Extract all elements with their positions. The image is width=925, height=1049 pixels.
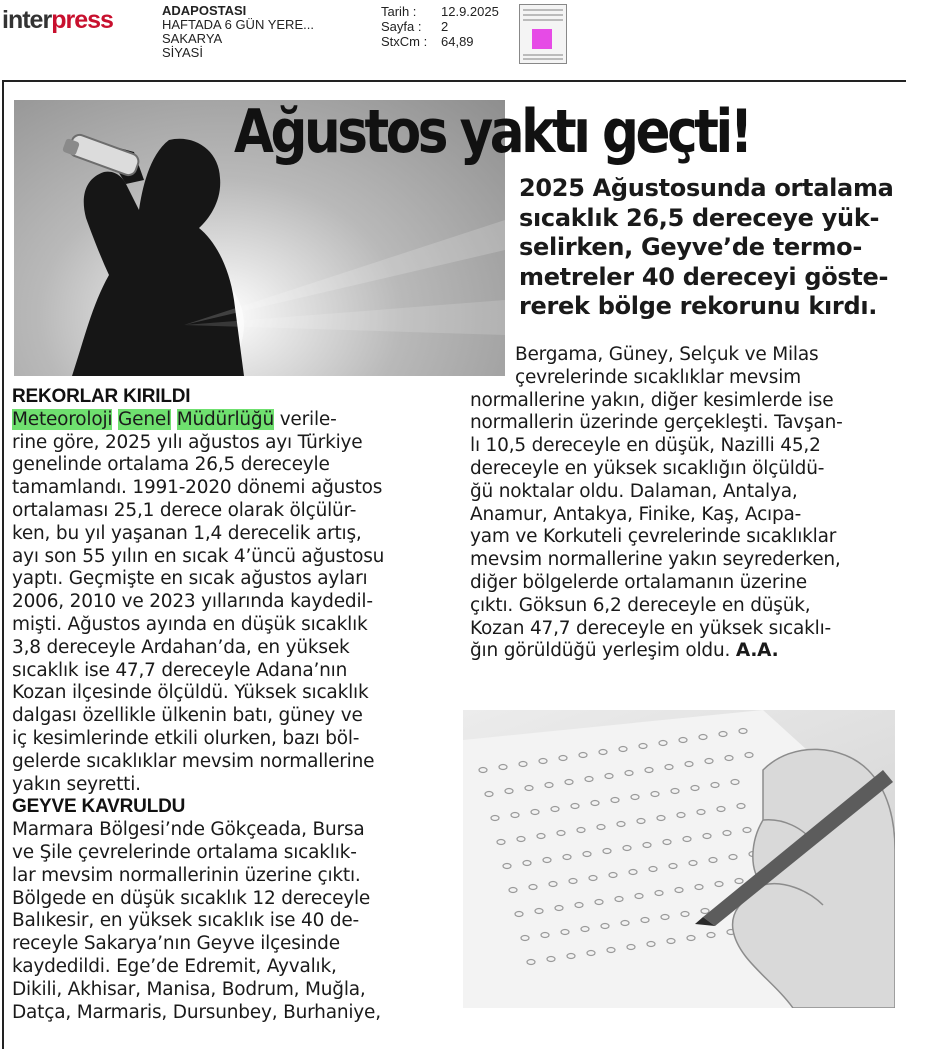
page-label: Sayfa : (381, 19, 422, 34)
body-line: diğer bölgelerde ortalamanın üzerine (470, 571, 807, 593)
body-line (470, 640, 843, 663)
body-line: ortalaması 25,1 derece olarak ölçülür- (12, 499, 357, 521)
body-line: lı 10,5 dereceyle en düşük, Nazilli 45,2 (470, 435, 821, 457)
body-line-rest: verile- (279, 408, 337, 430)
publication-category: SİYASİ (162, 45, 203, 60)
body-line-last: ğın görüldüğü yerleşim oldu. (470, 640, 731, 662)
body-line: ken, bu yıl yaşanan 1,4 derecelik artış, (12, 522, 362, 544)
publication-region: SAKARYA (162, 31, 223, 46)
body-line: çevrelerinde sıcaklıklar mevsim (515, 366, 801, 388)
body-line: rine göre, 2025 yılı ağustos ayı Türkiye (12, 431, 363, 453)
highlighted-keyword: Meteoroloji (12, 408, 113, 430)
body-line: 3,8 dereceyle Ardahan’da, en yüksek (12, 636, 350, 658)
body-line: gelerde sıcaklıklar mevsim normallerine (12, 750, 375, 772)
body-line: çıktı. Göksun 6,2 dereceyle en düşük, (470, 594, 811, 616)
body-line: Kozan ilçesinde ölçüldü. Yüksek sıcaklık (12, 682, 369, 704)
body-line: yaptı. Geçmişte en sıcak ağustos ayları (12, 568, 368, 590)
article-headline: Ağustos yaktı geçti! (234, 97, 750, 167)
left-border (2, 80, 4, 1049)
body-line: dalgası özellikle ülkenin batı, güney ve (12, 705, 363, 727)
body-line: Anamur, Antakya, Finike, Kaş, Acıpa- (470, 503, 802, 525)
body-line: Bergama, Güney, Selçuk ve Milas (515, 344, 819, 365)
section-subhead-geyve: GEYVE KAVRULDU (12, 796, 186, 818)
section-subhead-records: REKORLAR KIRILDI (12, 386, 191, 407)
news-source: A.A. (735, 640, 779, 662)
highlighted-keyword: Müdürlüğü (176, 408, 274, 430)
article-column-right (470, 344, 843, 663)
interpress-logo (2, 6, 113, 35)
body-line (12, 409, 384, 432)
body-line: 2006, 2010 ve 2023 yıllarında kaydedil- (12, 591, 373, 613)
date-label: Tarih : (381, 4, 417, 19)
body-line: yam ve Korkuteli çevrelerinde sıcaklıklar (470, 526, 837, 548)
deck-line: selirken, Geyve’de termo- (519, 233, 863, 262)
body-line: yakın seyretti. (12, 773, 141, 795)
deck-line: rerek bölge rekorunu kırdı. (519, 292, 878, 321)
hand-filling-answer-sheet-photo (463, 710, 895, 1008)
clipping-source-info (162, 4, 314, 60)
logo-main: inter (2, 6, 52, 34)
deck-line: metreler 40 dereceyi göste- (519, 262, 889, 291)
clipping-details (381, 4, 499, 49)
body-line: sıcaklık ise 47,7 dereceyle Adana’nın (12, 659, 348, 681)
body-line: ayı son 55 yılın en sıcak 4’üncü ağustosu (12, 545, 385, 567)
article-column-left (12, 386, 384, 1024)
body-line: receyle Sakarya’nın Geyve ilçesinde (12, 933, 340, 955)
body-line: Dikili, Akhisar, Manisa, Bodrum, Muğla, (12, 978, 366, 1000)
body-line: genelinde ortalama 26,5 dereceyle (12, 454, 330, 476)
area-label: StxCm : (381, 34, 428, 49)
header-divider (2, 80, 906, 82)
body-line: normallerin üzerinde gerçekleşti. Tavşan- (470, 412, 843, 434)
body-line: iç kesimlerinde etkili olurken, bazı böl- (12, 727, 360, 749)
publication-period: HAFTADA 6 GÜN YERE... (162, 17, 314, 32)
page-thumbnail[interactable] (519, 4, 567, 64)
article-deck (519, 174, 919, 322)
page-value: 2 (441, 19, 449, 34)
body-line: Kozan 47,7 dereceyle en yüksek sıcaklı- (470, 617, 832, 639)
body-line: kaydedildi. Ege’de Edremit, Ayvalık, (12, 955, 337, 977)
highlighted-keyword: Genel (118, 408, 172, 430)
body-line: ğü noktalar oldu. Dalaman, Antalya, (470, 480, 798, 502)
body-line: Marmara Bölgesi’nde Gökçeada, Bursa (12, 819, 365, 841)
deck-line: sıcaklık 26,5 dereceye yük- (519, 203, 880, 232)
body-line: tamamlandı. 1991-2020 dönemi ağustos (12, 477, 383, 499)
date-value: 12.9.2025 (441, 4, 499, 19)
body-line: ve Şile çevrelerinde ortalama sıcaklık- (12, 841, 357, 863)
body-line: mevsim normallerine yakın seyrederken, (470, 549, 841, 571)
body-line: dereceyle en yüksek sıcaklığın ölçüldü- (470, 457, 825, 479)
publication-name: ADAPOSTASI (162, 3, 247, 18)
clipping-location-marker (532, 29, 552, 49)
body-line: lar mevsim normallerinin üzerine çıktı. (12, 864, 361, 886)
area-value: 64,89 (441, 34, 474, 49)
body-line: normallerine yakın, diğer kesimlerde ise (470, 389, 834, 411)
body-line: Balıkesir, en yüksek sıcaklık ise 40 de- (12, 910, 360, 932)
body-line: Datça, Marmaris, Dursunbey, Burhaniye, (12, 1001, 381, 1023)
body-line: Bölgede en düşük sıcaklık 12 dereceyle (12, 887, 371, 909)
body-line: mişti. Ağustos ayında en düşük sıcaklık (12, 613, 368, 635)
deck-line: 2025 Ağustosunda ortalama (519, 174, 894, 202)
logo-accent: press (51, 6, 113, 34)
